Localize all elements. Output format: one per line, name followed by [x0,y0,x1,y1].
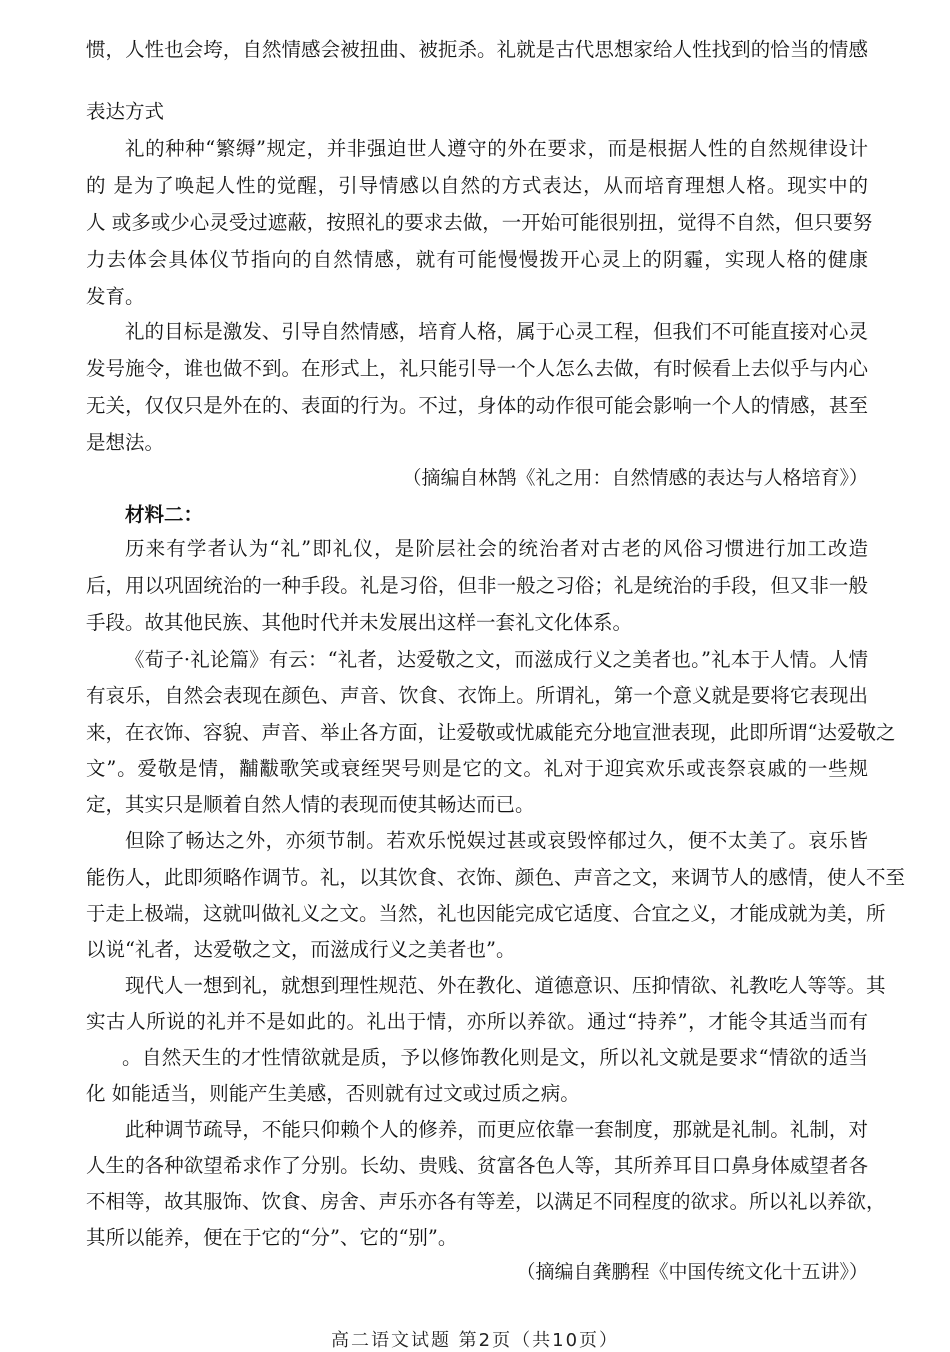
source-citation: （摘编自林鹄《礼之用：自然情感的表达与人格培育》） [402,467,868,489]
text-line: 定，其实只是顺着自然人情的表现而使其畅达而已。 [86,793,535,816]
text-line: 。自然天生的才性情欲就是质，予以修饰教化则是文，所以礼文就是要求“情欲的适当 [122,1046,868,1069]
text-line: 力去体会具体仪节指向的自然情感，就有可能慢慢拨开心灵上的阴霾，实现人格的健康 [86,248,868,271]
text-line: 于走上极端，这就叫做礼义之文。当然，礼也因能完成它适度、合宜之义，才能成就为美，所 [86,902,886,925]
source-citation: （摘编自龚鹏程《中国传统文化十五讲》） [516,1261,868,1283]
text-line: 的 是为了唤起人性的觉醒，引导情感以自然的方式表达，从而培育理想人格。现实中的 [86,174,868,197]
text-line: 手段。故其他民族、其他时代并未发展出这样一套礼文化体系。 [86,611,633,634]
text-line: 历来有学者认为“礼”即礼仪，是阶层社会的统治者对古老的风俗习惯进行加工改造 [125,537,868,560]
text-line: 有哀乐，自然会表现在颜色、声音、饮食、衣饰上。所谓礼，第一个意义就是要将它表现出 [86,684,868,707]
text-line: 后，用以巩固统治的一种手段。礼是习俗，但非一般之习俗；礼是统治的手段，但又非一般 [86,574,868,597]
text-line: 此种调节疏导，不能只仰赖个人的修养，而更应依靠一套制度，那就是礼制。礼制，对 [125,1118,868,1141]
text-line: 惯，人性也会垮，自然情感会被扭曲、被扼杀。礼就是古代思想家给人性找到的恰当的情感 [86,38,868,61]
text-line: 能伤人，此即须略作调节。礼，以其饮食、衣饰、颜色、声音之文，来调节人的感情，使人不至 [86,866,906,889]
text-line: 实古人所说的礼并不是如此的。礼出于情，亦所以养欲。通过“持养”，才能令其适当而有 [86,1010,868,1033]
text-line: 礼的种种“繁缛”规定，并非强迫世人遵守的外在要求，而是根据人性的自然规律设计 [125,137,868,160]
page-footer: 高二语文试题 第2页（共10页） [330,1330,620,1351]
text-line: 人生的各种欲望希求作了分别。长幼、贵贱、贫富各色人等，其所养耳目口鼻身体威望者各 [86,1154,868,1177]
text-line: 发号施令，谁也做不到。在形式上，礼只能引导一个人怎么去做，有时候看上去似乎与内心 [86,357,868,380]
text-line: 以说“礼者，达爱敬之文，而滋成行义之美者也”。 [86,938,516,961]
text-line: 不相等，故其服饰、饮食、房舍、声乐亦各有等差，以满足不同程度的欲求。所以礼以养欲， [86,1190,886,1213]
text-line: 表达方式 [86,100,165,123]
text-line: 但除了畅达之外，亦须节制。若欢乐悦娱过甚或哀毁悴郁过久，便不太美了。哀乐皆 [125,829,868,852]
text-line: 人 或多或少心灵受过遮蔽，按照礼的要求去做，一开始可能很别扭，觉得不自然，但只要努 [86,211,873,234]
text-line: 文”。爱敬是情，黼黻歌笑或衰绖哭号则是它的文。礼对于迎宾欢乐或丧祭哀戚的一些规 [86,757,868,780]
text-line: 无关，仅仅只是外在的、表面的行为。不过，身体的动作很可能会影响一个人的情感，甚至 [86,394,868,417]
text-line: 其所以能养，便在于它的“分”、它的“别”。 [86,1226,458,1249]
text-line: 现代人一想到礼，就想到理性规范、外在教化、道德意识、压抑情欲、礼教吃人等等。其 [125,974,886,997]
text-line: 《荀子·礼论篇》有云：“礼者，达爱敬之文，而滋成行义之美者也。”礼本于人情。人情 [125,648,868,671]
text-line: 来，在衣饰、容貌、声音、举止各方面，让爱敬或忧戚能充分地宣泄表现，此即所谓“达爱敬之 [86,721,896,744]
text-line: 是想法。 [86,431,165,454]
text-line: 礼的目标是激发、引导自然情感，培育人格，属于心灵工程，但我们不可能直接对心灵 [125,320,868,343]
text-line: 发育。 [86,285,145,308]
text-line: 化 如能适当，则能产生美感，否则就有过文或过质之病。 [86,1082,580,1105]
section-heading: 材料二： [125,503,204,526]
